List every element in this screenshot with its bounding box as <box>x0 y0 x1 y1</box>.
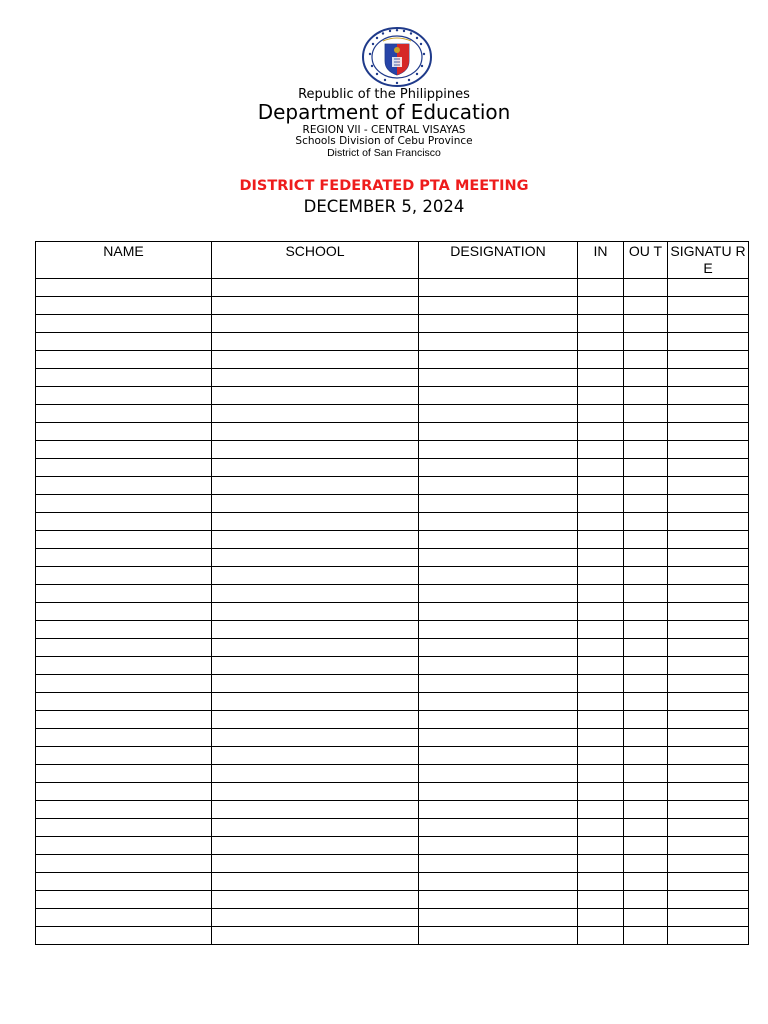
signature-cell <box>668 603 749 621</box>
out-cell <box>624 405 668 423</box>
designation-cell <box>419 801 578 819</box>
name-cell <box>36 927 212 945</box>
school-cell <box>212 459 419 477</box>
designation-cell <box>419 675 578 693</box>
name-cell <box>36 531 212 549</box>
designation-cell <box>419 747 578 765</box>
school-cell <box>212 873 419 891</box>
out-cell <box>624 801 668 819</box>
name-cell <box>36 369 212 387</box>
out-cell <box>624 873 668 891</box>
signature-cell <box>668 549 749 567</box>
header-row <box>36 242 749 279</box>
out-cell <box>624 387 668 405</box>
out-cell <box>624 729 668 747</box>
name-cell <box>36 801 212 819</box>
school-cell <box>212 315 419 333</box>
signature-cell <box>668 333 749 351</box>
designation-cell <box>419 495 578 513</box>
in-cell <box>578 837 624 855</box>
out-cell <box>624 297 668 315</box>
attendance-table <box>35 241 749 945</box>
signature-cell <box>668 621 749 639</box>
col-designation-header: DESIGNATION <box>419 242 578 279</box>
school-cell <box>212 819 419 837</box>
designation-cell <box>419 729 578 747</box>
in-cell <box>578 477 624 495</box>
school-cell <box>212 369 419 387</box>
table-row <box>36 837 749 855</box>
school-cell <box>212 351 419 369</box>
in-cell <box>578 297 624 315</box>
out-cell <box>624 783 668 801</box>
in-cell <box>578 711 624 729</box>
signature-cell <box>668 909 749 927</box>
table-row <box>36 909 749 927</box>
name-cell <box>36 675 212 693</box>
out-cell <box>624 423 668 441</box>
name-cell <box>36 711 212 729</box>
signature-cell <box>668 801 749 819</box>
in-cell <box>578 693 624 711</box>
designation-cell <box>419 783 578 801</box>
out-cell <box>624 837 668 855</box>
signature-cell <box>668 567 749 585</box>
signature-cell <box>668 873 749 891</box>
table-row <box>36 567 749 585</box>
school-cell <box>212 657 419 675</box>
in-cell <box>578 549 624 567</box>
school-cell <box>212 423 419 441</box>
in-cell <box>578 531 624 549</box>
in-cell <box>578 909 624 927</box>
table-row <box>36 783 749 801</box>
out-cell <box>624 639 668 657</box>
designation-cell <box>419 567 578 585</box>
school-cell <box>212 891 419 909</box>
table-row <box>36 711 749 729</box>
col-name-header: NAME <box>36 242 212 279</box>
in-cell <box>578 747 624 765</box>
school-cell <box>212 549 419 567</box>
name-cell <box>36 819 212 837</box>
school-cell <box>212 729 419 747</box>
school-cell <box>212 603 419 621</box>
school-cell <box>212 693 419 711</box>
in-cell <box>578 927 624 945</box>
in-cell <box>578 603 624 621</box>
name-cell <box>36 747 212 765</box>
out-cell <box>624 621 668 639</box>
name-cell <box>36 693 212 711</box>
out-cell <box>624 765 668 783</box>
designation-cell <box>419 621 578 639</box>
signature-cell <box>668 495 749 513</box>
name-cell <box>36 459 212 477</box>
name-cell <box>36 315 212 333</box>
designation-cell <box>419 477 578 495</box>
school-cell <box>212 621 419 639</box>
meeting-date: DECEMBER 5, 2024 <box>303 197 465 216</box>
designation-cell <box>419 927 578 945</box>
name-cell <box>36 873 212 891</box>
table-row <box>36 603 749 621</box>
name-cell <box>36 657 212 675</box>
name-cell <box>36 279 212 297</box>
designation-cell <box>419 891 578 909</box>
designation-cell <box>419 387 578 405</box>
signature-cell <box>668 405 749 423</box>
school-cell <box>212 675 419 693</box>
meeting-title: DISTRICT FEDERATED PTA MEETING <box>239 178 529 194</box>
signature-cell <box>668 729 749 747</box>
table-row <box>36 819 749 837</box>
republic-line: Republic of the Philippines <box>298 87 470 102</box>
signature-cell <box>668 747 749 765</box>
out-cell <box>624 909 668 927</box>
signature-cell <box>668 783 749 801</box>
out-cell <box>624 747 668 765</box>
name-cell <box>36 837 212 855</box>
table-row <box>36 513 749 531</box>
in-cell <box>578 495 624 513</box>
designation-cell <box>419 585 578 603</box>
school-cell <box>212 477 419 495</box>
designation-cell <box>419 819 578 837</box>
in-cell <box>578 351 624 369</box>
signature-cell <box>668 315 749 333</box>
table-row <box>36 351 749 369</box>
signature-cell <box>668 477 749 495</box>
designation-cell <box>419 333 578 351</box>
signature-cell <box>668 927 749 945</box>
table-row <box>36 495 749 513</box>
in-cell <box>578 765 624 783</box>
school-cell <box>212 855 419 873</box>
in-cell <box>578 405 624 423</box>
designation-cell <box>419 837 578 855</box>
signature-cell <box>668 711 749 729</box>
district-line: District of San Francisco <box>327 147 441 159</box>
signature-cell <box>668 369 749 387</box>
designation-cell <box>419 657 578 675</box>
out-cell <box>624 495 668 513</box>
name-cell <box>36 855 212 873</box>
table-row <box>36 621 749 639</box>
name-cell <box>36 549 212 567</box>
in-cell <box>578 387 624 405</box>
col-out-header: OU T <box>624 242 668 279</box>
out-cell <box>624 693 668 711</box>
out-cell <box>624 531 668 549</box>
signature-cell <box>668 675 749 693</box>
out-cell <box>624 441 668 459</box>
school-cell <box>212 927 419 945</box>
in-cell <box>578 639 624 657</box>
in-cell <box>578 675 624 693</box>
region-line: REGION VII - CENTRAL VISAYAS <box>302 124 466 136</box>
out-cell <box>624 549 668 567</box>
table-row <box>36 747 749 765</box>
table-row <box>36 459 749 477</box>
signature-cell <box>668 423 749 441</box>
col-signature-header: SIGNATU RE <box>668 242 749 279</box>
in-cell <box>578 585 624 603</box>
table-row <box>36 657 749 675</box>
school-cell <box>212 711 419 729</box>
in-cell <box>578 657 624 675</box>
table-row <box>36 315 749 333</box>
designation-cell <box>419 531 578 549</box>
name-cell <box>36 405 212 423</box>
in-cell <box>578 315 624 333</box>
table-row <box>36 891 749 909</box>
table-row <box>36 387 749 405</box>
name-cell <box>36 783 212 801</box>
table-row <box>36 333 749 351</box>
designation-cell <box>419 279 578 297</box>
table-row <box>36 927 749 945</box>
name-cell <box>36 333 212 351</box>
out-cell <box>624 603 668 621</box>
out-cell <box>624 819 668 837</box>
name-cell <box>36 603 212 621</box>
table-row <box>36 423 749 441</box>
in-cell <box>578 621 624 639</box>
col-school-header: SCHOOL <box>212 242 419 279</box>
designation-cell <box>419 441 578 459</box>
signature-cell <box>668 513 749 531</box>
name-cell <box>36 729 212 747</box>
school-cell <box>212 747 419 765</box>
out-cell <box>624 585 668 603</box>
table-row <box>36 765 749 783</box>
signature-cell <box>668 459 749 477</box>
out-cell <box>624 315 668 333</box>
name-cell <box>36 351 212 369</box>
signature-cell <box>668 639 749 657</box>
signature-cell <box>668 819 749 837</box>
in-cell <box>578 819 624 837</box>
out-cell <box>624 675 668 693</box>
out-cell <box>624 855 668 873</box>
in-cell <box>578 891 624 909</box>
designation-cell <box>419 873 578 891</box>
out-cell <box>624 711 668 729</box>
school-cell <box>212 837 419 855</box>
table-row <box>36 801 749 819</box>
designation-cell <box>419 405 578 423</box>
signature-cell <box>668 693 749 711</box>
signature-cell <box>668 765 749 783</box>
table-row <box>36 585 749 603</box>
signature-cell <box>668 585 749 603</box>
in-cell <box>578 441 624 459</box>
designation-cell <box>419 297 578 315</box>
designation-cell <box>419 693 578 711</box>
name-cell <box>36 441 212 459</box>
table-row <box>36 441 749 459</box>
school-cell <box>212 387 419 405</box>
in-cell <box>578 459 624 477</box>
name-cell <box>36 387 212 405</box>
school-cell <box>212 909 419 927</box>
school-cell <box>212 333 419 351</box>
out-cell <box>624 333 668 351</box>
in-cell <box>578 567 624 585</box>
table-row <box>36 279 749 297</box>
name-cell <box>36 909 212 927</box>
table-row <box>36 531 749 549</box>
name-cell <box>36 477 212 495</box>
name-cell <box>36 567 212 585</box>
out-cell <box>624 657 668 675</box>
in-cell <box>578 369 624 387</box>
col-in-header: IN <box>578 242 624 279</box>
designation-cell <box>419 423 578 441</box>
in-cell <box>578 873 624 891</box>
table-row <box>36 855 749 873</box>
signature-cell <box>668 855 749 873</box>
designation-cell <box>419 315 578 333</box>
name-cell <box>36 495 212 513</box>
out-cell <box>624 351 668 369</box>
table-row <box>36 729 749 747</box>
school-cell <box>212 801 419 819</box>
deped-seal <box>361 27 433 87</box>
school-cell <box>212 441 419 459</box>
table-row <box>36 639 749 657</box>
table-row <box>36 693 749 711</box>
signature-cell <box>668 297 749 315</box>
in-cell <box>578 855 624 873</box>
out-cell <box>624 891 668 909</box>
signature-cell <box>668 891 749 909</box>
name-cell <box>36 513 212 531</box>
signature-cell <box>668 657 749 675</box>
name-cell <box>36 765 212 783</box>
designation-cell <box>419 351 578 369</box>
division-line: Schools Division of Cebu Province <box>295 135 473 147</box>
designation-cell <box>419 549 578 567</box>
signature-cell <box>668 279 749 297</box>
school-cell <box>212 279 419 297</box>
name-cell <box>36 423 212 441</box>
in-cell <box>578 783 624 801</box>
in-cell <box>578 423 624 441</box>
designation-cell <box>419 513 578 531</box>
name-cell <box>36 621 212 639</box>
in-cell <box>578 333 624 351</box>
signature-cell <box>668 531 749 549</box>
out-cell <box>624 369 668 387</box>
school-cell <box>212 585 419 603</box>
table-row <box>36 405 749 423</box>
in-cell <box>578 729 624 747</box>
out-cell <box>624 567 668 585</box>
name-cell <box>36 639 212 657</box>
designation-cell <box>419 459 578 477</box>
in-cell <box>578 279 624 297</box>
department-title: Department of Education <box>257 100 511 124</box>
school-cell <box>212 513 419 531</box>
school-cell <box>212 495 419 513</box>
table-row <box>36 873 749 891</box>
in-cell <box>578 513 624 531</box>
designation-cell <box>419 369 578 387</box>
school-cell <box>212 405 419 423</box>
name-cell <box>36 297 212 315</box>
table-row <box>36 369 749 387</box>
school-cell <box>212 765 419 783</box>
signature-cell <box>668 351 749 369</box>
signature-cell <box>668 837 749 855</box>
in-cell <box>578 801 624 819</box>
signature-cell <box>668 387 749 405</box>
table-row <box>36 549 749 567</box>
out-cell <box>624 513 668 531</box>
name-cell <box>36 891 212 909</box>
out-cell <box>624 927 668 945</box>
name-cell <box>36 585 212 603</box>
out-cell <box>624 459 668 477</box>
school-cell <box>212 297 419 315</box>
signature-cell <box>668 441 749 459</box>
school-cell <box>212 783 419 801</box>
table-row <box>36 675 749 693</box>
designation-cell <box>419 711 578 729</box>
designation-cell <box>419 909 578 927</box>
designation-cell <box>419 639 578 657</box>
school-cell <box>212 531 419 549</box>
school-cell <box>212 639 419 657</box>
designation-cell <box>419 765 578 783</box>
table-row <box>36 297 749 315</box>
out-cell <box>624 477 668 495</box>
school-cell <box>212 567 419 585</box>
designation-cell <box>419 603 578 621</box>
table-row <box>36 477 749 495</box>
out-cell <box>624 279 668 297</box>
designation-cell <box>419 855 578 873</box>
